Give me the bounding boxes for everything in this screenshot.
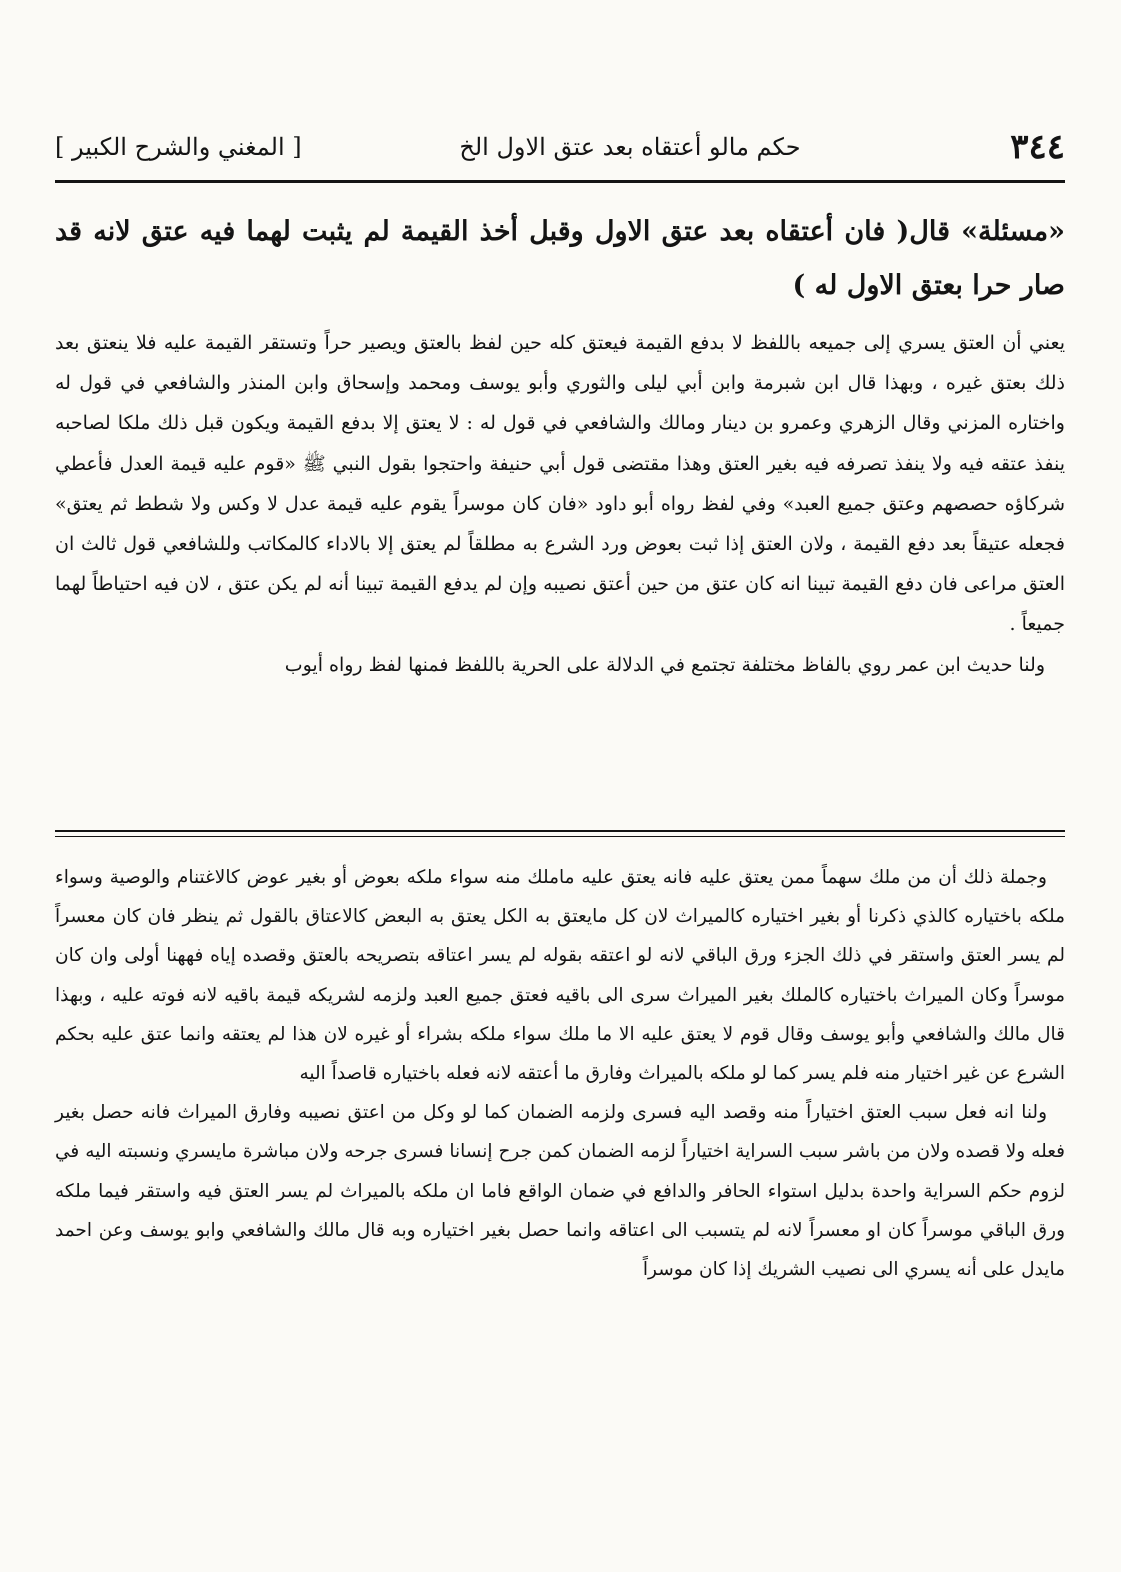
header-rule [55,180,1065,183]
running-header [55,122,1065,172]
sharh-paragraph-1: وجملة ذلك أن من ملك سهماً ممن يعتق عليه فانه يعتق عليه ماملك منه سواء ملكه بعوض أو بغير عوض كالاغتنام والوصية وسواء ملكه باختياره كالذي ذكرنا أو بغير اختياره كالميراث لان كل مايعتق به الكل يعتق به البعض كالاعتاق بالقول ثم ينظر فان كان معسراً لم يسر العتق واستقر في ذلك الجزء ورق الباقي لانه لو اعتقه بقوله لم يسر اعتاقه بتصريحه بالعتق وقصده إياه فههنا أولى وان كان موسراً وكان الميراث باختياره كالملك بغير الميراث سرى الى باقيه فعتق جميع العبد ولزمه لشريكه قيمة باقيه لانه فوته عليه ، وبهذا قال مالك والشافعي وأبو يوسف وقال قوم لا يعتق عليه الا ما ملك سواء ملكه بشراء أو غيره لان هذا لم يعتقه وانما عتق عليه بحكم الشرع عن غير اختيار منه فلم يسر كما لو ملكه بالميراث وفارق ما أعتقه لانه فعله باختياره قاصداً اليه [55,867,1065,1085]
page-number: ٣٤٤ [1010,127,1065,167]
commentary-text [55,323,1065,685]
commentary-paragraph-1: يعني أن العتق يسري إلى جميعه باللفظ لا بدفع القيمة فيعتق كله حين لفظ بالعتق ويصير حراً وتستقر القيمة عليه فلا ينعتق بعد ذلك بعتق غيره ، وبهذا قال ابن شبرمة وابن أبي ليلى والثوري وأبو يوسف ومحمد وإسحاق وابن المنذر والشافعي في قول له واختاره المزني وقال الزهري وعمرو بن دينار ومالك والشافعي في قول له : لا يعتق إلا بدفع القيمة ويكون قبل ذلك ملكا لصاحبه ينفذ عتقه فيه ولا ينفذ تصرفه فيه بغير العتق وهذا مقتضى قول أبي حنيفة واحتجوا بقول النبي ﷺ «قوم عليه قيمة العدل فأعطي شركاؤه حصصهم وعتق جميع العبد» وفي لفظ رواه أبو داود «فان كان موسراً يقوم عليه قيمة عدل لا وكس ولا شطط ثم يعتق» فجعله عتيقاً بعد دفع القيمة ، ولان العتق إذا ثبت بعوض ورد الشرع به مطلقاً لم يعتق إلا بالاداء كالمكاتب وللشافعي قول ثالث ان العتق مراعى فان دفع القيمة تبينا انه كان عتق من حين أعتق نصيبه وإن لم يدفع القيمة تبينا أنه لم يكن عتق ، لان فيه احتياطاً لهما جميعاً . [55,332,1065,636]
sharh-paragraph-2: ولنا انه فعل سبب العتق اختياراً منه وقصد اليه فسرى ولزمه الضمان كما لو وكل من اعتق نصيبه وفارق الميراث فانه حصل بغير فعله ولا قصده ولان من باشر سبب السراية اختياراً لزمه الضمان كمن جرح إنسانا فسرى جرحه ولان مباشرة مايسري ونسبته اليه في لزوم حكم السراية واحدة بدليل استواء الحافر والدافع في ضمان الواقع فاما ان ملكه بالميراث لم يسر العتق فيه واستقر فيما ملكه ورق الباقي موسراً كان او معسراً لانه لم يتسبب الى اعتاقه وانما حصل بغير اختياره وبه قال مالك والشافعي وابو يوسف وعن احمد مايدل على أنه يسري الى نصيب الشريك إذا كان موسراً [55,1102,1065,1281]
sharh-text [55,858,1065,1289]
masala-heading [55,205,1065,313]
commentary-paragraph-2: ولنا حديث ابن عمر روي بالفاظ مختلفة تجتمع في الدلالة على الحرية باللفظ فمنها لفظ رواه أيوب [284,653,1045,676]
section-divider-thin [55,836,1065,837]
masala-text: «مسئلة» قال( فان أعتقاه بعد عتق الاول وقبل أخذ القيمة لم يثبت لهما فيه عتق لانه قد صار حرا بعتق الاول له ) [55,216,1065,301]
book-title: [ المغني والشرح الكبير ] [55,133,302,161]
section-title: حكم مالو أعتقاه بعد عتق الاول الخ [459,133,801,161]
section-divider [55,830,1065,832]
